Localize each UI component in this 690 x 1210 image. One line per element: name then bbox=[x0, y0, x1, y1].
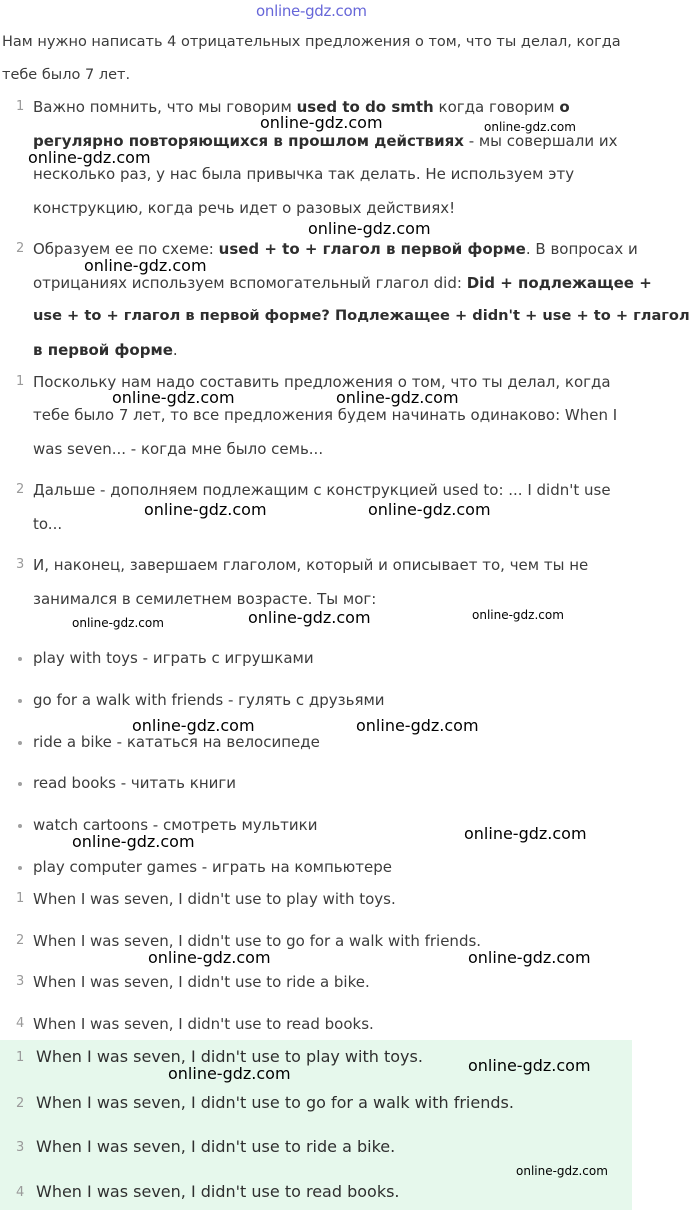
step-b1-line-1: Поскольку нам надо составить предложения о том, что ты делал, когда bbox=[33, 373, 611, 391]
watermark: online-gdz.com bbox=[148, 948, 271, 967]
final-answer-number: 4 bbox=[16, 1185, 25, 1200]
watermark: online-gdz.com bbox=[144, 500, 267, 519]
watermark: online-gdz.com bbox=[464, 824, 587, 843]
step-a1-line-1: Важно помнить, что мы говорим used to do smth когда говорим о bbox=[33, 98, 570, 116]
watermark: online-gdz.com bbox=[132, 716, 255, 735]
bullet-dot bbox=[18, 657, 22, 661]
intro-line-2: тебе было 7 лет. bbox=[2, 67, 131, 83]
step-number: 2 bbox=[16, 241, 25, 256]
step-number: 1 bbox=[16, 99, 25, 114]
watermark: online-gdz.com bbox=[248, 608, 371, 627]
answer-line: When I was seven, I didn't use to read books. bbox=[33, 1015, 374, 1033]
bullet-dot bbox=[18, 824, 22, 828]
watermark: online-gdz.com bbox=[484, 120, 576, 134]
watermark: online-gdz.com bbox=[72, 832, 195, 851]
step-b3-line-1: И, наконец, завершаем глаголом, который и описывает то, чем ты не bbox=[33, 556, 589, 574]
step-a1-line-3: несколько раз, у нас была привычка так делать. Не используем эту bbox=[33, 165, 575, 183]
answer-line: When I was seven, I didn't use to go for a walk with friends. bbox=[33, 932, 482, 950]
watermark: online-gdz.com bbox=[472, 608, 564, 622]
bullet-item: read books - читать книги bbox=[33, 774, 237, 792]
answer-line: When I was seven, I didn't use to ride a bike. bbox=[33, 973, 370, 991]
final-answer-line: When I was seven, I didn't use to go for a walk with friends. bbox=[36, 1093, 514, 1112]
final-answer-line: When I was seven, I didn't use to play with toys. bbox=[36, 1047, 423, 1066]
watermark: online-gdz.com bbox=[28, 148, 151, 167]
watermark: online-gdz.com bbox=[308, 219, 431, 238]
step-a1-line-2: регулярно повторяющихся в прошлом действиях - мы совершали их bbox=[33, 132, 618, 150]
bullet-item: play computer games - играть на компьютере bbox=[33, 858, 392, 876]
watermark: online-gdz.com bbox=[368, 500, 491, 519]
watermark: online-gdz.com bbox=[516, 1164, 608, 1178]
step-a2-line-4: в первой форме. bbox=[33, 341, 178, 359]
final-answer-number: 1 bbox=[16, 1050, 25, 1065]
step-b1-line-3: was seven... - когда мне было семь... bbox=[33, 440, 324, 458]
bullet-dot bbox=[18, 699, 22, 703]
watermark: online-gdz.com bbox=[168, 1064, 291, 1083]
step-number: 1 bbox=[16, 374, 25, 389]
watermark: online-gdz.com bbox=[468, 1056, 591, 1075]
answer-number: 3 bbox=[16, 974, 25, 989]
answer-number: 1 bbox=[16, 891, 25, 906]
watermark: online-gdz.com bbox=[468, 948, 591, 967]
bullet-item: watch cartoons - смотреть мультики bbox=[33, 816, 318, 834]
site-watermark: online-gdz.com bbox=[256, 2, 367, 20]
watermark: online-gdz.com bbox=[84, 256, 207, 275]
final-answer-number: 3 bbox=[16, 1140, 25, 1155]
bullet-item: play with toys - играть с игрушками bbox=[33, 649, 314, 667]
bullet-dot bbox=[18, 866, 22, 870]
watermark: online-gdz.com bbox=[356, 716, 479, 735]
answer-number: 2 bbox=[16, 933, 25, 948]
step-b1-line-2: тебе было 7 лет, то все предложения будем начинать одинаково: When I bbox=[33, 406, 618, 424]
bullet-item: go for a walk with friends - гулять с друзьями bbox=[33, 691, 385, 709]
final-answer-line: When I was seven, I didn't use to ride a bike. bbox=[36, 1137, 396, 1156]
final-answer-line: When I was seven, I didn't use to read books. bbox=[36, 1182, 400, 1201]
step-b2-line-1: Дальше - дополняем подлежащим с конструкцией used to: ... I didn't use bbox=[33, 481, 611, 499]
step-b2-line-2: to... bbox=[33, 515, 63, 533]
step-a2-line-3: use + to + глагол в первой форме? Подлежащее + didn't + use + to + глагол bbox=[33, 307, 690, 324]
final-answer-number: 2 bbox=[16, 1096, 25, 1111]
intro-line-1: Нам нужно написать 4 отрицательных предложения о том, что ты делал, когда bbox=[2, 34, 621, 50]
step-a1-line-4: конструкцию, когда речь идет о разовых действиях! bbox=[33, 199, 456, 217]
answer-number: 4 bbox=[16, 1016, 25, 1031]
step-number: 3 bbox=[16, 557, 25, 572]
watermark: online-gdz.com bbox=[336, 388, 459, 407]
answer-line: When I was seven, I didn't use to play with toys. bbox=[33, 890, 396, 908]
bullet-dot bbox=[18, 741, 22, 745]
step-a2-line-2: отрицаниях используем вспомогательный глагол did: Did + подлежащее + bbox=[33, 274, 652, 292]
bullet-item: ride a bike - кататься на велосипеде bbox=[33, 733, 320, 751]
step-b3-line-2: занимался в семилетнем возрасте. Ты мог: bbox=[33, 590, 377, 608]
step-a2-line-1: Образуем ее по схеме: used + to + глагол в первой форме. В вопросах и bbox=[33, 240, 638, 258]
step-number: 2 bbox=[16, 482, 25, 497]
watermark: online-gdz.com bbox=[260, 113, 383, 132]
watermark: online-gdz.com bbox=[72, 616, 164, 630]
watermark: online-gdz.com bbox=[112, 388, 235, 407]
bullet-dot bbox=[18, 782, 22, 786]
